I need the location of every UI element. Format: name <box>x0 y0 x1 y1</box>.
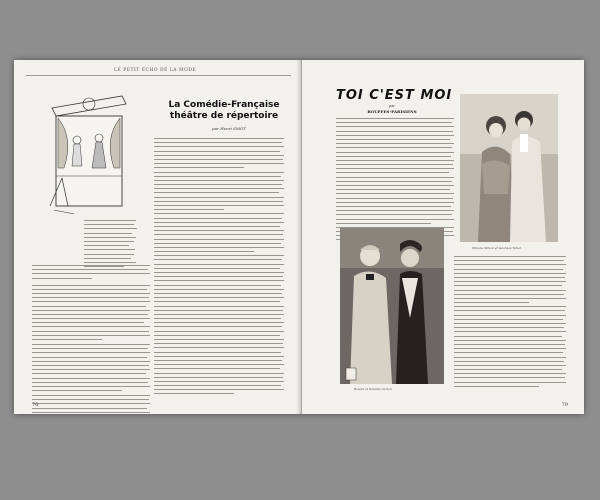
photo-couple <box>460 94 558 242</box>
play-subtitle: par <box>388 104 395 108</box>
photo1-caption: Simone Simon et Georges Tabet <box>472 246 521 250</box>
illustration-caption-lines <box>84 220 139 270</box>
play-title: TOI C'EST MOI <box>336 88 453 103</box>
page-number-right: 79 <box>561 402 568 408</box>
left-page <box>14 60 302 414</box>
play-theatre: BOUFFES-PARISIENS <box>367 109 417 114</box>
photo-actors-scene <box>340 228 444 384</box>
header-rule <box>26 75 291 76</box>
theatre-illustration <box>44 88 130 218</box>
left-page-column-left <box>32 265 150 414</box>
magazine-spread <box>14 60 584 414</box>
running-head: LE PETIT ÉCHO DE LA MODE <box>114 68 197 73</box>
article-byline: par Henri SMOT <box>212 126 246 131</box>
photo2-caption: Bowen et Pauline Carton <box>354 387 392 391</box>
article-title: La Comédie-Française théâtre de répertoire <box>168 100 280 121</box>
page-number-left: 76 <box>32 402 39 408</box>
right-page-body-column <box>454 256 566 390</box>
left-page-column-right <box>154 138 284 398</box>
right-page-intro-column <box>336 118 454 244</box>
right-page <box>302 60 584 414</box>
